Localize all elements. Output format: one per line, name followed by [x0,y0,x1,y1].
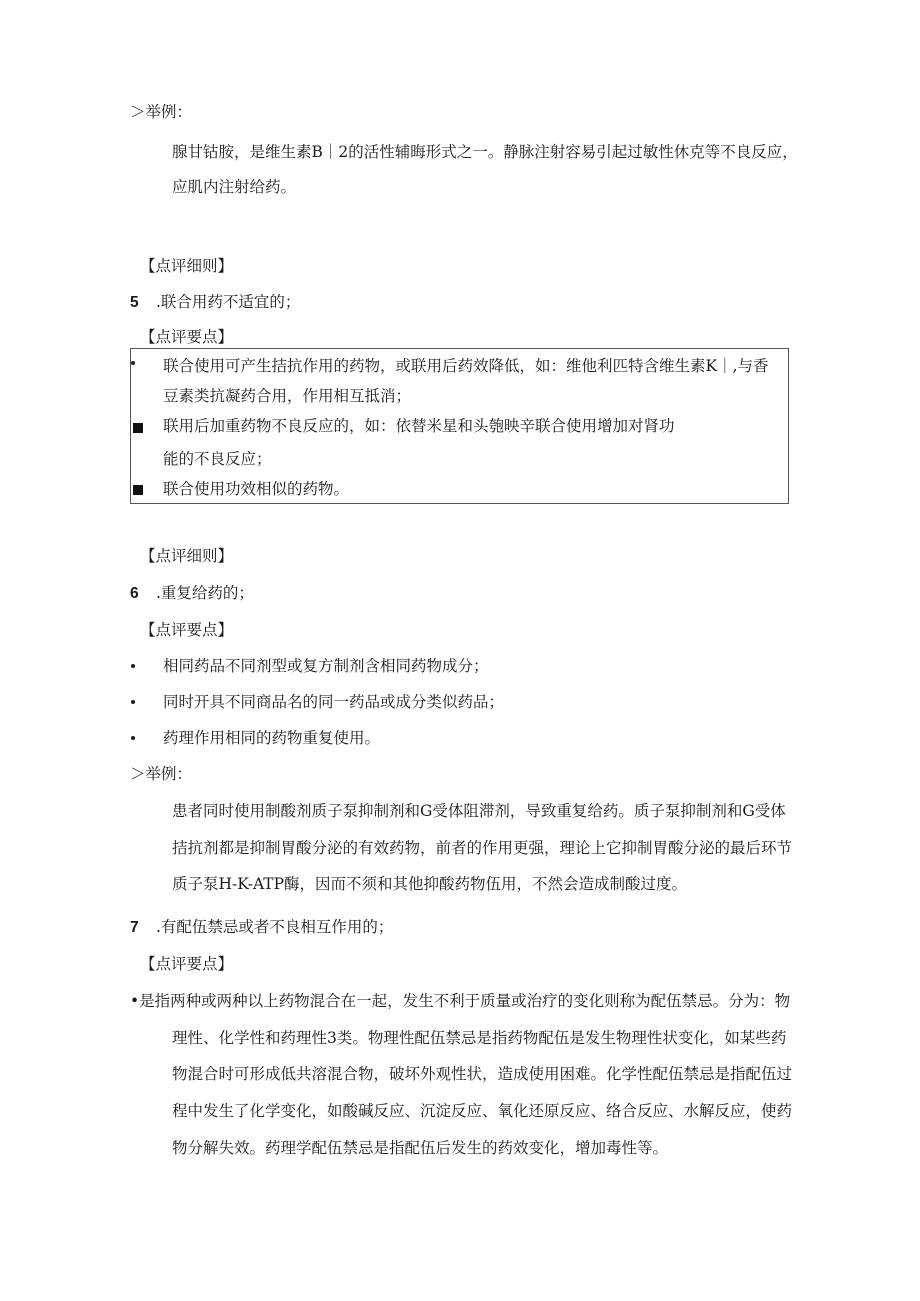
review-rules-header: 【点评细则】 [140,547,234,565]
bullet-dot-icon [131,664,135,668]
box-point-line: 能的不良反应； [163,450,272,468]
bullet-square-icon [133,485,143,495]
box-point-line: 联合使用可产生拮抗作用的药物，或联用后药效降低，如：维他利匹特含维生素K｜,与香 [163,357,769,375]
list-item: 药理作用相同的药物重复使用。 [163,729,381,747]
example-text-line: 拮抗剂都是抑制胃酸分泌的有效药物，前者的作用更强，理论上它抑制胃酸分泌的最后环节 [172,839,793,857]
paragraph-line: 物混合时可形成低共溶混合物，破坏外观性状，造成使用困难。化学性配伍禁忌是指配伍过 [172,1065,793,1083]
box-point-line: 豆素类抗凝药合用，作用相互抵消； [163,387,412,405]
example-text-line: 腺甘钴胺，是维生素B｜2的活性辅晦形式之一。静脉注射容易引起过敏性休克等不良反应， [172,143,798,161]
section-number: 7 [130,919,139,936]
section-title: .重复给药的； [156,584,254,602]
list-item: 同时开具不同商品名的同一药品或成分类似药品； [163,693,505,711]
list-item: 相同药品不同剂型或复方制剂含相同药物成分； [163,657,489,675]
section-7-heading [130,917,393,938]
example-text-line: 质子泵H-K-ATP酶，因而不须和其他抑酸药物伍用，不然会造成制酸过度。 [172,875,688,893]
paragraph-line: 物分解失效。药理学配伍禁忌是指配伍后发生的药效变化，增加毒性等。 [172,1139,669,1157]
example-text-line: 应肌内注射给药。 [172,178,297,196]
bullet-dot-icon [131,700,135,704]
example-label: ＞举例： [130,103,193,121]
section-title: .有配伍禁忌或者不良相互作用的； [156,918,394,936]
bullet-dot-icon [131,736,135,740]
box-point-line: 联合使用功效相似的药物。 [163,480,350,498]
section-5-heading [130,292,300,313]
review-rules-header: 【点评细则】 [140,257,234,275]
example-text-line: 患者同时使用制酸剂质子泵抑制剂和G受体阻滞剂，导致重复给药。质子泵抑制剂和G受体 [172,802,786,820]
paragraph-line: •是指两种或两种以上药物混合在一起，发生不利于质量或治疗的变化则称为配伍禁忌。分为：物 [130,992,791,1010]
section-title: .联合用药不适宜的； [156,293,301,311]
section-6-heading [130,583,254,604]
review-points-header: 【点评要点】 [140,621,234,639]
section-number: 6 [130,585,139,602]
example-label: ＞举例： [130,765,193,783]
paragraph-line: 理性、化学性和药理性3类。物理性配伍禁忌是指药物配伍是发生物理性状变化，如某些药 [172,1029,787,1047]
box-point-line: 联用后加重药物不良反应的，如：依替米星和头匏映辛联合使用增加对肾功 [163,417,675,435]
bullet-dot-icon [131,361,135,365]
section-number: 5 [130,294,139,311]
review-points-header: 【点评要点】 [140,328,234,346]
paragraph-line: 程中发生了化学变化，如酸碱反应、沉淀反应、氧化还原反应、络合反应、水解反应，使药 [172,1102,793,1120]
bullet-square-icon [133,423,143,433]
review-points-header: 【点评要点】 [140,955,234,973]
